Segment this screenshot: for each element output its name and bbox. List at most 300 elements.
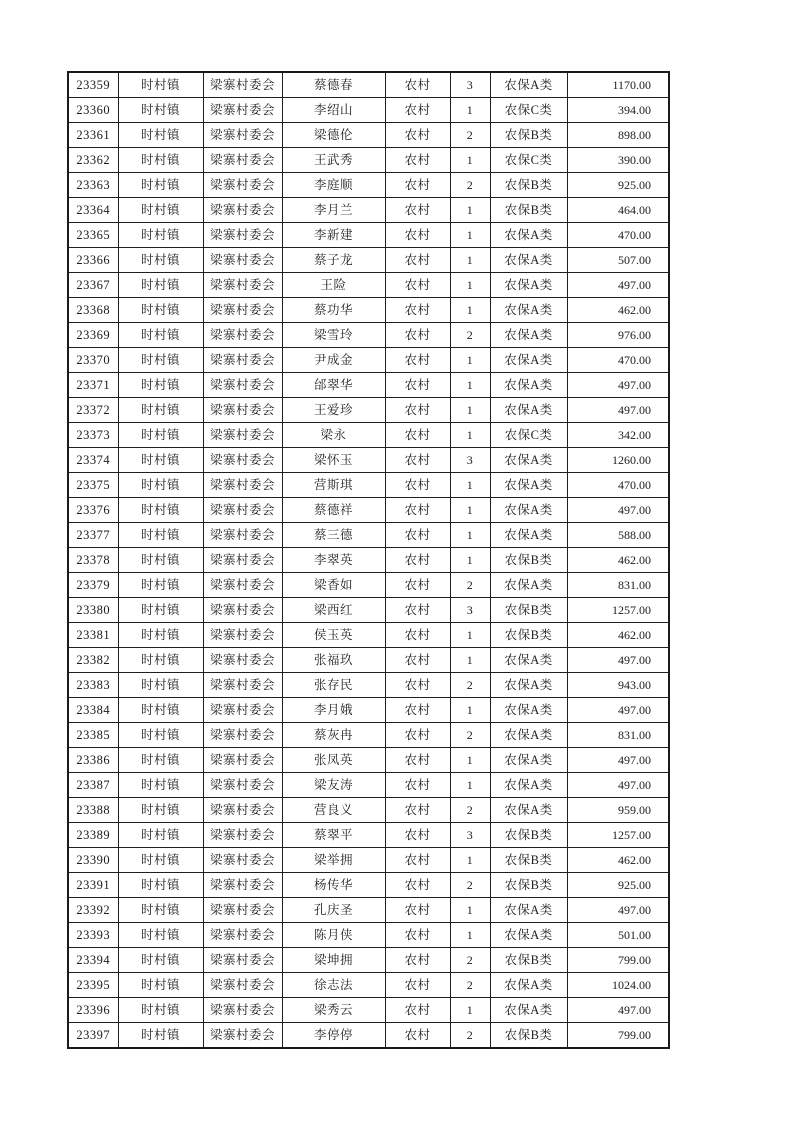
residence-type-cell: 农村	[385, 273, 450, 298]
insurance-category-cell: 农保B类	[490, 848, 567, 873]
town-cell: 时村镇	[118, 98, 203, 123]
person-count-cell: 2	[450, 798, 490, 823]
town-cell: 时村镇	[118, 573, 203, 598]
amount-cell: 831.00	[567, 723, 669, 748]
serial-number-cell: 23367	[68, 273, 118, 298]
person-count-cell: 3	[450, 823, 490, 848]
town-cell: 时村镇	[118, 623, 203, 648]
person-count-cell: 1	[450, 198, 490, 223]
person-count-cell: 1	[450, 148, 490, 173]
table-row	[68, 698, 669, 723]
insurance-category-cell: 农保C类	[490, 148, 567, 173]
village-committee-cell: 梁寨村委会	[203, 473, 282, 498]
village-committee-cell: 梁寨村委会	[203, 323, 282, 348]
serial-number-cell: 23361	[68, 123, 118, 148]
person-name-cell: 邰翠华	[282, 373, 385, 398]
village-committee-cell: 梁寨村委会	[203, 673, 282, 698]
residence-type-cell: 农村	[385, 148, 450, 173]
residence-type-cell: 农村	[385, 523, 450, 548]
residence-type-cell: 农村	[385, 748, 450, 773]
village-committee-cell: 梁寨村委会	[203, 923, 282, 948]
person-name-cell: 蔡翠平	[282, 823, 385, 848]
person-count-cell: 1	[450, 848, 490, 873]
person-count-cell: 1	[450, 223, 490, 248]
village-committee-cell: 梁寨村委会	[203, 173, 282, 198]
person-name-cell: 侯玉英	[282, 623, 385, 648]
village-committee-cell: 梁寨村委会	[203, 223, 282, 248]
table-row	[68, 648, 669, 673]
residence-type-cell: 农村	[385, 123, 450, 148]
person-count-cell: 1	[450, 998, 490, 1023]
amount-cell: 943.00	[567, 673, 669, 698]
table-row	[68, 473, 669, 498]
table-row	[68, 673, 669, 698]
residence-type-cell: 农村	[385, 323, 450, 348]
insurance-category-cell: 农保A类	[490, 273, 567, 298]
residence-type-cell: 农村	[385, 398, 450, 423]
benefit-roster-table	[67, 71, 670, 1049]
residence-type-cell: 农村	[385, 548, 450, 573]
person-name-cell: 张凤英	[282, 748, 385, 773]
person-name-cell: 蔡三德	[282, 523, 385, 548]
person-name-cell: 徐志法	[282, 973, 385, 998]
residence-type-cell: 农村	[385, 173, 450, 198]
insurance-category-cell: 农保A类	[490, 798, 567, 823]
table-row	[68, 173, 669, 198]
person-count-cell: 2	[450, 1023, 490, 1049]
residence-type-cell: 农村	[385, 223, 450, 248]
insurance-category-cell: 农保A类	[490, 998, 567, 1023]
table-row	[68, 898, 669, 923]
person-count-cell: 2	[450, 873, 490, 898]
table-row	[68, 98, 669, 123]
amount-cell: 342.00	[567, 423, 669, 448]
serial-number-cell: 23388	[68, 798, 118, 823]
residence-type-cell: 农村	[385, 72, 450, 98]
insurance-category-cell: 农保A类	[490, 648, 567, 673]
village-committee-cell: 梁寨村委会	[203, 898, 282, 923]
insurance-category-cell: 农保A类	[490, 573, 567, 598]
residence-type-cell: 农村	[385, 623, 450, 648]
serial-number-cell: 23395	[68, 973, 118, 998]
insurance-category-cell: 农保A类	[490, 448, 567, 473]
table-row	[68, 798, 669, 823]
town-cell: 时村镇	[118, 123, 203, 148]
town-cell: 时村镇	[118, 72, 203, 98]
person-name-cell: 梁雪玲	[282, 323, 385, 348]
amount-cell: 1257.00	[567, 598, 669, 623]
serial-number-cell: 23379	[68, 573, 118, 598]
amount-cell: 497.00	[567, 773, 669, 798]
village-committee-cell: 梁寨村委会	[203, 448, 282, 473]
insurance-category-cell: 农保A类	[490, 973, 567, 998]
table-row	[68, 423, 669, 448]
amount-cell: 470.00	[567, 473, 669, 498]
residence-type-cell: 农村	[385, 948, 450, 973]
person-count-cell: 3	[450, 598, 490, 623]
insurance-category-cell: 农保A类	[490, 473, 567, 498]
person-name-cell: 李翠英	[282, 548, 385, 573]
person-name-cell: 梁西红	[282, 598, 385, 623]
person-name-cell: 李月兰	[282, 198, 385, 223]
amount-cell: 1260.00	[567, 448, 669, 473]
person-name-cell: 梁友涛	[282, 773, 385, 798]
person-count-cell: 2	[450, 673, 490, 698]
town-cell: 时村镇	[118, 523, 203, 548]
serial-number-cell: 23372	[68, 398, 118, 423]
insurance-category-cell: 农保C类	[490, 423, 567, 448]
serial-number-cell: 23373	[68, 423, 118, 448]
serial-number-cell: 23380	[68, 598, 118, 623]
town-cell: 时村镇	[118, 698, 203, 723]
serial-number-cell: 23360	[68, 98, 118, 123]
town-cell: 时村镇	[118, 348, 203, 373]
person-count-cell: 1	[450, 298, 490, 323]
serial-number-cell: 23397	[68, 1023, 118, 1049]
amount-cell: 831.00	[567, 573, 669, 598]
amount-cell: 394.00	[567, 98, 669, 123]
amount-cell: 501.00	[567, 923, 669, 948]
residence-type-cell: 农村	[385, 198, 450, 223]
town-cell: 时村镇	[118, 823, 203, 848]
person-name-cell: 蔡子龙	[282, 248, 385, 273]
residence-type-cell: 农村	[385, 898, 450, 923]
insurance-category-cell: 农保A类	[490, 923, 567, 948]
person-name-cell: 蔡功华	[282, 298, 385, 323]
person-count-cell: 1	[450, 523, 490, 548]
serial-number-cell: 23364	[68, 198, 118, 223]
village-committee-cell: 梁寨村委会	[203, 348, 282, 373]
person-count-cell: 2	[450, 723, 490, 748]
village-committee-cell: 梁寨村委会	[203, 998, 282, 1023]
person-count-cell: 1	[450, 648, 490, 673]
person-count-cell: 1	[450, 98, 490, 123]
table-row	[68, 198, 669, 223]
insurance-category-cell: 农保B类	[490, 823, 567, 848]
person-name-cell: 陈月侠	[282, 923, 385, 948]
person-name-cell: 蔡德春	[282, 72, 385, 98]
insurance-category-cell: 农保A类	[490, 223, 567, 248]
town-cell: 时村镇	[118, 598, 203, 623]
amount-cell: 507.00	[567, 248, 669, 273]
person-name-cell: 梁怀玉	[282, 448, 385, 473]
village-committee-cell: 梁寨村委会	[203, 423, 282, 448]
person-count-cell: 2	[450, 323, 490, 348]
residence-type-cell: 农村	[385, 873, 450, 898]
village-committee-cell: 梁寨村委会	[203, 973, 282, 998]
town-cell: 时村镇	[118, 898, 203, 923]
village-committee-cell: 梁寨村委会	[203, 698, 282, 723]
table-row	[68, 273, 669, 298]
table-row	[68, 598, 669, 623]
person-name-cell: 杨传华	[282, 873, 385, 898]
person-count-cell: 2	[450, 173, 490, 198]
town-cell: 时村镇	[118, 148, 203, 173]
village-committee-cell: 梁寨村委会	[203, 298, 282, 323]
insurance-category-cell: 农保A类	[490, 323, 567, 348]
person-count-cell: 1	[450, 548, 490, 573]
residence-type-cell: 农村	[385, 598, 450, 623]
amount-cell: 898.00	[567, 123, 669, 148]
person-name-cell: 梁永	[282, 423, 385, 448]
table-row	[68, 523, 669, 548]
village-committee-cell: 梁寨村委会	[203, 523, 282, 548]
residence-type-cell: 农村	[385, 248, 450, 273]
table-row	[68, 923, 669, 948]
table-row	[68, 373, 669, 398]
person-name-cell: 蔡灰冉	[282, 723, 385, 748]
person-count-cell: 1	[450, 423, 490, 448]
serial-number-cell: 23374	[68, 448, 118, 473]
person-name-cell: 梁举拥	[282, 848, 385, 873]
residence-type-cell: 农村	[385, 648, 450, 673]
person-name-cell: 李绍山	[282, 98, 385, 123]
person-count-cell: 1	[450, 348, 490, 373]
residence-type-cell: 农村	[385, 773, 450, 798]
person-count-cell: 1	[450, 473, 490, 498]
table-row	[68, 773, 669, 798]
insurance-category-cell: 农保A类	[490, 898, 567, 923]
table-row	[68, 323, 669, 348]
person-count-cell: 3	[450, 72, 490, 98]
table-row	[68, 498, 669, 523]
amount-cell: 470.00	[567, 348, 669, 373]
residence-type-cell: 农村	[385, 923, 450, 948]
amount-cell: 799.00	[567, 948, 669, 973]
table-row	[68, 548, 669, 573]
person-count-cell: 1	[450, 773, 490, 798]
serial-number-cell: 23370	[68, 348, 118, 373]
person-name-cell: 梁香如	[282, 573, 385, 598]
town-cell: 时村镇	[118, 773, 203, 798]
person-name-cell: 张福玖	[282, 648, 385, 673]
town-cell: 时村镇	[118, 298, 203, 323]
table-row	[68, 823, 669, 848]
person-count-cell: 1	[450, 273, 490, 298]
serial-number-cell: 23384	[68, 698, 118, 723]
serial-number-cell: 23381	[68, 623, 118, 648]
insurance-category-cell: 农保A类	[490, 498, 567, 523]
insurance-category-cell: 农保A类	[490, 523, 567, 548]
serial-number-cell: 23390	[68, 848, 118, 873]
amount-cell: 1170.00	[567, 72, 669, 98]
town-cell: 时村镇	[118, 173, 203, 198]
village-committee-cell: 梁寨村委会	[203, 723, 282, 748]
town-cell: 时村镇	[118, 248, 203, 273]
person-name-cell: 梁德伦	[282, 123, 385, 148]
table-row	[68, 873, 669, 898]
table-row	[68, 748, 669, 773]
person-count-cell: 2	[450, 573, 490, 598]
amount-cell: 497.00	[567, 748, 669, 773]
amount-cell: 497.00	[567, 698, 669, 723]
person-name-cell: 王险	[282, 273, 385, 298]
village-committee-cell: 梁寨村委会	[203, 773, 282, 798]
serial-number-cell: 23383	[68, 673, 118, 698]
serial-number-cell: 23385	[68, 723, 118, 748]
person-count-cell: 2	[450, 948, 490, 973]
serial-number-cell: 23359	[68, 72, 118, 98]
person-name-cell: 营良义	[282, 798, 385, 823]
table-row	[68, 573, 669, 598]
table-row	[68, 723, 669, 748]
amount-cell: 462.00	[567, 848, 669, 873]
person-name-cell: 李庭顺	[282, 173, 385, 198]
residence-type-cell: 农村	[385, 448, 450, 473]
residence-type-cell: 农村	[385, 1023, 450, 1049]
person-count-cell: 1	[450, 923, 490, 948]
table-body	[68, 72, 669, 1048]
residence-type-cell: 农村	[385, 673, 450, 698]
town-cell: 时村镇	[118, 673, 203, 698]
town-cell: 时村镇	[118, 873, 203, 898]
table-row	[68, 72, 669, 98]
residence-type-cell: 农村	[385, 798, 450, 823]
town-cell: 时村镇	[118, 473, 203, 498]
serial-number-cell: 23378	[68, 548, 118, 573]
amount-cell: 497.00	[567, 648, 669, 673]
table-row	[68, 348, 669, 373]
serial-number-cell: 23394	[68, 948, 118, 973]
amount-cell: 588.00	[567, 523, 669, 548]
amount-cell: 462.00	[567, 298, 669, 323]
person-name-cell: 李新建	[282, 223, 385, 248]
insurance-category-cell: 农保B类	[490, 123, 567, 148]
serial-number-cell: 23371	[68, 373, 118, 398]
amount-cell: 390.00	[567, 148, 669, 173]
town-cell: 时村镇	[118, 723, 203, 748]
town-cell: 时村镇	[118, 198, 203, 223]
insurance-category-cell: 农保A类	[490, 348, 567, 373]
amount-cell: 925.00	[567, 873, 669, 898]
insurance-category-cell: 农保B类	[490, 1023, 567, 1049]
person-name-cell: 蔡德祥	[282, 498, 385, 523]
town-cell: 时村镇	[118, 373, 203, 398]
amount-cell: 462.00	[567, 548, 669, 573]
village-committee-cell: 梁寨村委会	[203, 548, 282, 573]
insurance-category-cell: 农保C类	[490, 98, 567, 123]
person-name-cell: 王武秀	[282, 148, 385, 173]
amount-cell: 497.00	[567, 998, 669, 1023]
table-row	[68, 398, 669, 423]
person-name-cell: 张存民	[282, 673, 385, 698]
table-row	[68, 848, 669, 873]
insurance-category-cell: 农保B类	[490, 948, 567, 973]
person-name-cell: 李月娥	[282, 698, 385, 723]
village-committee-cell: 梁寨村委会	[203, 72, 282, 98]
table-row	[68, 123, 669, 148]
serial-number-cell: 23393	[68, 923, 118, 948]
residence-type-cell: 农村	[385, 973, 450, 998]
town-cell: 时村镇	[118, 998, 203, 1023]
amount-cell: 1024.00	[567, 973, 669, 998]
village-committee-cell: 梁寨村委会	[203, 398, 282, 423]
insurance-category-cell: 农保A类	[490, 673, 567, 698]
amount-cell: 925.00	[567, 173, 669, 198]
person-name-cell: 梁坤拥	[282, 948, 385, 973]
insurance-category-cell: 农保A类	[490, 398, 567, 423]
person-count-cell: 1	[450, 498, 490, 523]
village-committee-cell: 梁寨村委会	[203, 598, 282, 623]
person-name-cell: 李停停	[282, 1023, 385, 1049]
town-cell: 时村镇	[118, 648, 203, 673]
serial-number-cell: 23391	[68, 873, 118, 898]
residence-type-cell: 农村	[385, 473, 450, 498]
serial-number-cell: 23366	[68, 248, 118, 273]
village-committee-cell: 梁寨村委会	[203, 748, 282, 773]
serial-number-cell: 23363	[68, 173, 118, 198]
village-committee-cell: 梁寨村委会	[203, 273, 282, 298]
residence-type-cell: 农村	[385, 423, 450, 448]
village-committee-cell: 梁寨村委会	[203, 98, 282, 123]
town-cell: 时村镇	[118, 273, 203, 298]
amount-cell: 464.00	[567, 198, 669, 223]
serial-number-cell: 23392	[68, 898, 118, 923]
table-row	[68, 148, 669, 173]
insurance-category-cell: 农保A类	[490, 248, 567, 273]
town-cell: 时村镇	[118, 448, 203, 473]
person-name-cell: 尹成金	[282, 348, 385, 373]
town-cell: 时村镇	[118, 223, 203, 248]
amount-cell: 470.00	[567, 223, 669, 248]
residence-type-cell: 农村	[385, 498, 450, 523]
insurance-category-cell: 农保B类	[490, 548, 567, 573]
insurance-category-cell: 农保B类	[490, 198, 567, 223]
amount-cell: 462.00	[567, 623, 669, 648]
town-cell: 时村镇	[118, 948, 203, 973]
person-count-cell: 1	[450, 698, 490, 723]
insurance-category-cell: 农保B类	[490, 873, 567, 898]
insurance-category-cell: 农保A类	[490, 698, 567, 723]
village-committee-cell: 梁寨村委会	[203, 1023, 282, 1049]
town-cell: 时村镇	[118, 323, 203, 348]
village-committee-cell: 梁寨村委会	[203, 848, 282, 873]
table-row	[68, 973, 669, 998]
table-row	[68, 1023, 669, 1049]
insurance-category-cell: 农保A类	[490, 373, 567, 398]
residence-type-cell: 农村	[385, 698, 450, 723]
village-committee-cell: 梁寨村委会	[203, 573, 282, 598]
person-name-cell: 王爱珍	[282, 398, 385, 423]
serial-number-cell: 23365	[68, 223, 118, 248]
table-row	[68, 998, 669, 1023]
amount-cell: 959.00	[567, 798, 669, 823]
village-committee-cell: 梁寨村委会	[203, 823, 282, 848]
serial-number-cell: 23377	[68, 523, 118, 548]
person-count-cell: 1	[450, 898, 490, 923]
person-count-cell: 3	[450, 448, 490, 473]
serial-number-cell: 23368	[68, 298, 118, 323]
insurance-category-cell: 农保A类	[490, 748, 567, 773]
serial-number-cell: 23376	[68, 498, 118, 523]
village-committee-cell: 梁寨村委会	[203, 498, 282, 523]
residence-type-cell: 农村	[385, 723, 450, 748]
residence-type-cell: 农村	[385, 998, 450, 1023]
village-committee-cell: 梁寨村委会	[203, 373, 282, 398]
person-count-cell: 1	[450, 398, 490, 423]
amount-cell: 497.00	[567, 273, 669, 298]
insurance-category-cell: 农保A类	[490, 72, 567, 98]
village-committee-cell: 梁寨村委会	[203, 148, 282, 173]
residence-type-cell: 农村	[385, 848, 450, 873]
serial-number-cell: 23369	[68, 323, 118, 348]
table-row	[68, 298, 669, 323]
person-name-cell: 营斯琪	[282, 473, 385, 498]
amount-cell: 497.00	[567, 373, 669, 398]
insurance-category-cell: 农保B类	[490, 173, 567, 198]
residence-type-cell: 农村	[385, 823, 450, 848]
town-cell: 时村镇	[118, 398, 203, 423]
